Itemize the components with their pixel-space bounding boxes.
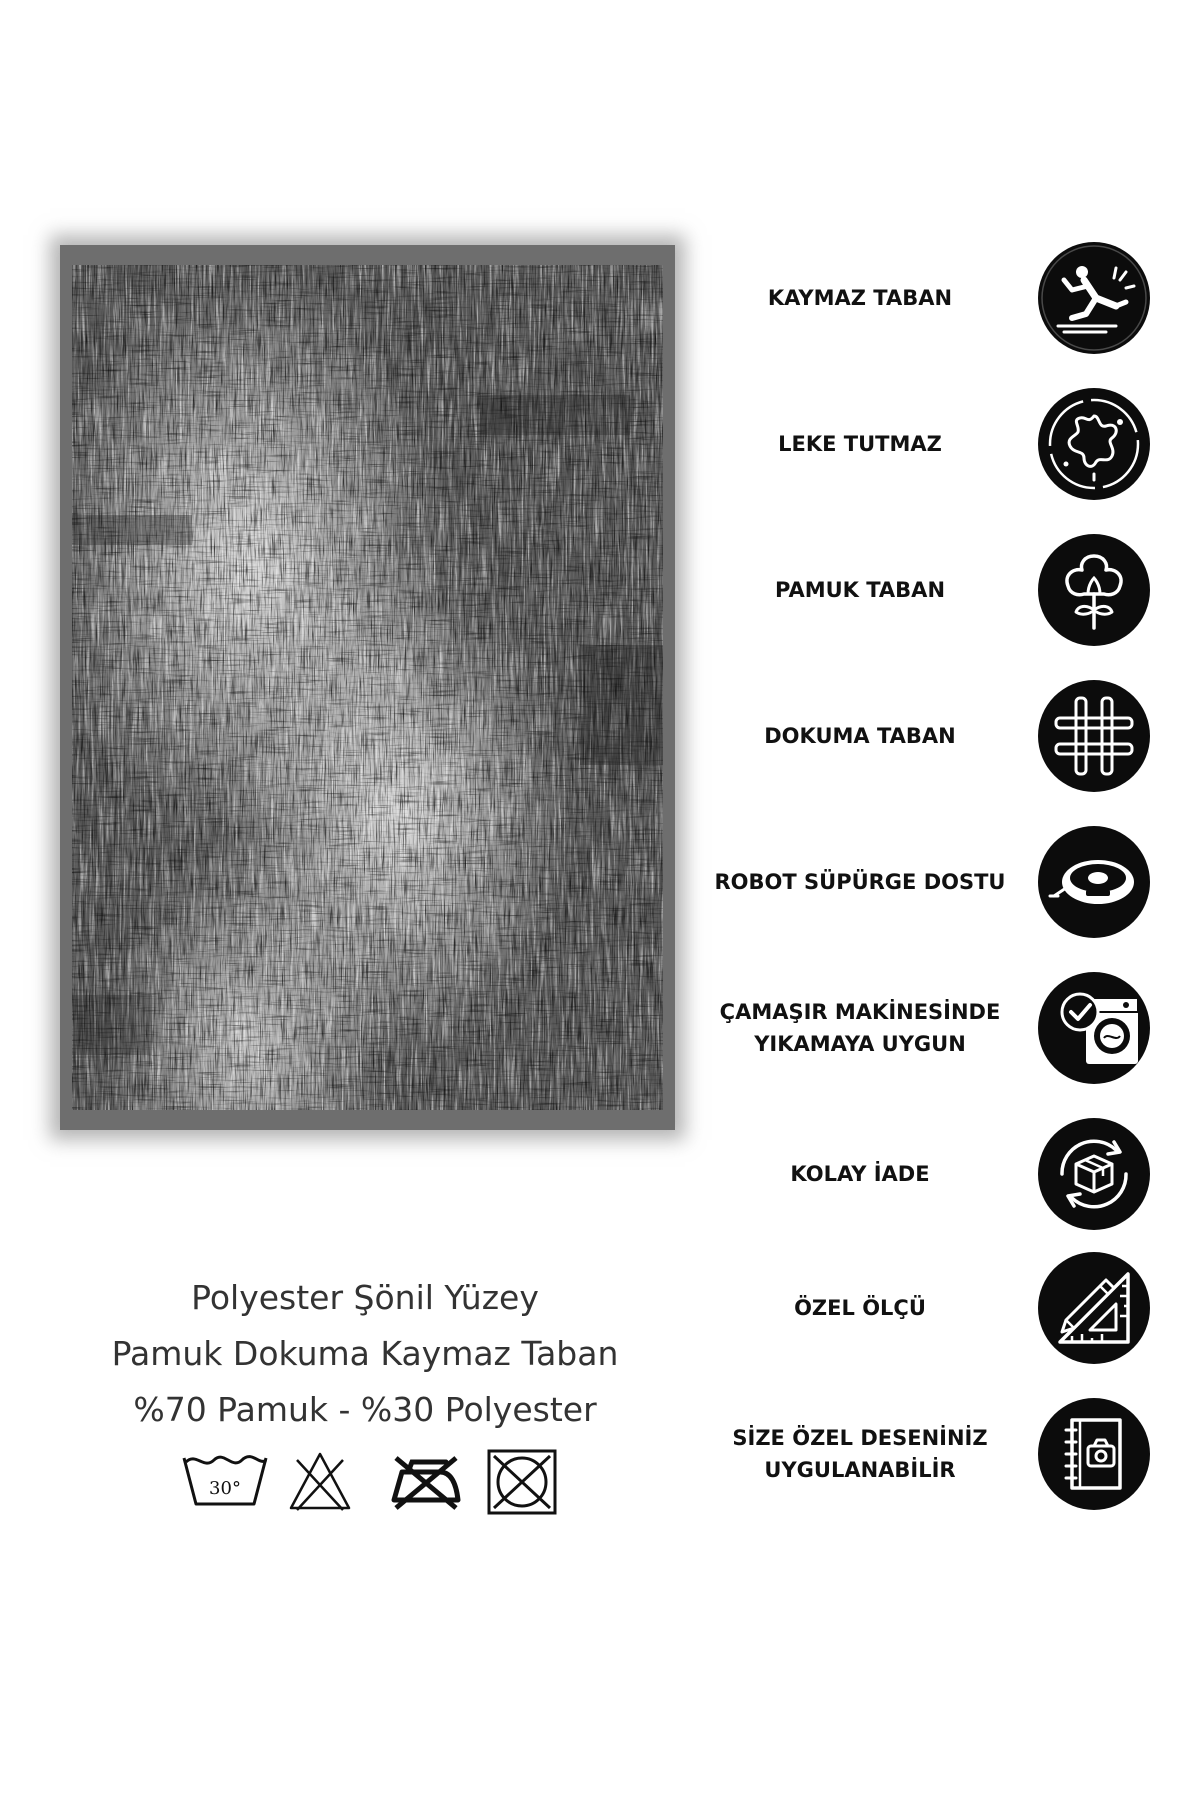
feature-label: ROBOT SÜPÜRGE DOSTU [714, 870, 1006, 894]
feature-label: ÇAMAŞIR MAKİNESİNDE YIKAMAYA UYGUN [719, 1000, 1001, 1056]
feature-item [700, 824, 1160, 940]
feature-item [700, 678, 1160, 794]
washing-machine-icon [1036, 970, 1152, 1086]
feature-item [700, 1396, 1160, 1512]
rug-pattern [60, 245, 675, 1130]
feature-label: DOKUMA TABAN [764, 724, 956, 748]
feature-label: ÖZEL ÖLÇÜ [794, 1296, 926, 1320]
feature-item [700, 386, 1160, 502]
slip-icon [1036, 240, 1152, 356]
care-symbols [180, 1448, 560, 1528]
wash-30-icon [180, 1448, 270, 1512]
no-tumble-dry-icon [486, 1448, 558, 1516]
material-line-composition: %70 Pamuk - %30 Polyester [133, 1390, 597, 1429]
return-box-icon [1036, 1116, 1152, 1232]
material-description [60, 1270, 670, 1438]
stain-icon [1036, 386, 1152, 502]
material-line-surface: Polyester Şönil Yüzey [191, 1278, 539, 1317]
photo-album-icon [1036, 1396, 1152, 1512]
feature-item [700, 1250, 1160, 1366]
no-bleach-icon [287, 1448, 353, 1514]
feature-label: KOLAY İADE [790, 1162, 930, 1186]
no-iron-icon [388, 1448, 464, 1514]
feature-label: PAMUK TABAN [774, 578, 946, 602]
robot-vacuum-icon [1036, 824, 1152, 940]
feature-item [700, 532, 1160, 648]
feature-label: KAYMAZ TABAN [767, 286, 953, 310]
feature-item [700, 1116, 1160, 1232]
feature-label: LEKE TUTMAZ [778, 432, 942, 456]
cotton-icon [1036, 532, 1152, 648]
wash-temp-label: 30° [209, 1478, 241, 1499]
ruler-pencil-icon [1036, 1250, 1152, 1366]
weave-icon [1036, 678, 1152, 794]
rug-product-image [60, 245, 675, 1130]
feature-label: SİZE ÖZEL DESENİNİZ UYGULANABİLİR [732, 1426, 988, 1482]
material-line-backing: Pamuk Dokuma Kaymaz Taban [111, 1334, 619, 1373]
feature-item [700, 970, 1160, 1086]
feature-item [700, 240, 1160, 356]
